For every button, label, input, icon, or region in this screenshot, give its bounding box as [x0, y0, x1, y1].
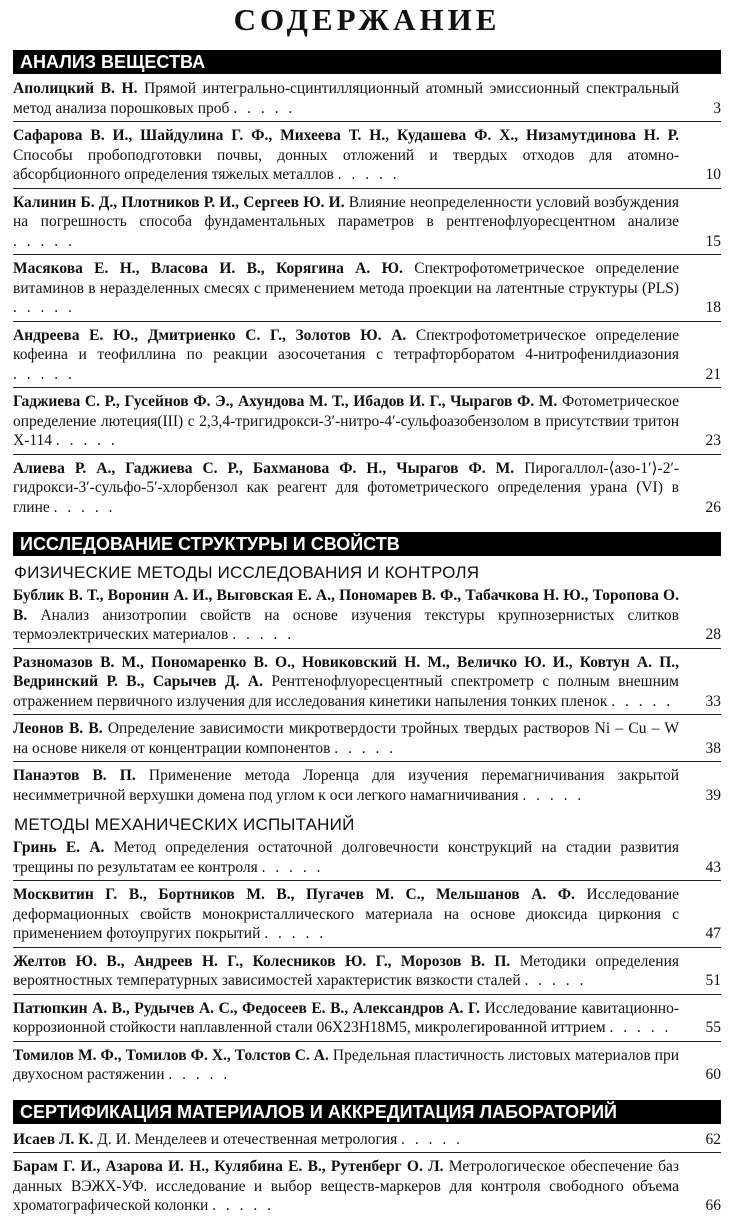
entry-text: [13, 999, 687, 1038]
entry-title: Спектрофотометрическое определение витаминов в неразделенных смесях с применением метода проекции на латентные структуры (PLS): [13, 260, 679, 297]
entry-title: Предельная пластичность листовых материалов при двухосном растяжении: [13, 1046, 679, 1083]
dot-leader: . . . . .: [337, 166, 400, 183]
entry-title: Прямой интегрально-сцинтилляционный атомный эмиссионный спектральный метод анализа порошковых проб: [13, 80, 679, 117]
entry-title: Определение зависимости микротвердости тройных твердых растворов Ni – Cu – W на основе никеля от концентрации компонентов: [13, 720, 679, 757]
entry-authors: Сафарова В. И., Шайдулина Г. Ф., Михеева Т. Н., Кудашева Ф. Х., Низамутдинова Н. Р.: [13, 127, 679, 144]
entry-authors: Москвитин Г. В., Бортников М. В., Пугачев М. С., Мельшанов А. Ф.: [13, 886, 575, 903]
page-number: 43: [705, 858, 721, 876]
entry-text: [13, 79, 687, 118]
entry-authors: Разномазов В. М., Пономаренко В. О., Новиковский Н. М., Величко Ю. И., Ковтун А. П., Ведринский Р. В., Сарычев Д. А.: [13, 653, 679, 690]
entry-title: Д. И. Менделеев и отечественная метрология: [97, 1130, 398, 1148]
entry-title: Спектрофотометрическое определение кофеина и теофиллина по реакции азосочетания с тетрафторборатом 4-нитрофенилдиазония: [13, 326, 679, 363]
page-number: 60: [705, 1066, 721, 1083]
table-of-contents: [13, 50, 721, 1219]
entry-title: Рентгенофлуоресцентный спектрометр с полным внешним отражением первичного излучения для исследования кинетики напыления тонких пленок: [13, 673, 679, 710]
page-number: 10: [705, 166, 721, 183]
entry-title: Метод определения остаточной долговечности конструкций на стадии развития трещины по результатам ее контроля: [13, 839, 679, 876]
entry-text: [13, 952, 687, 991]
page-number: 3: [713, 99, 721, 117]
dot-leader: . . . . .: [233, 99, 296, 117]
dot-leader: . . . . .: [522, 786, 585, 804]
dot-leader: . . . . .: [611, 692, 674, 710]
entry-text: [13, 259, 687, 318]
toc-entry[interactable]: [13, 999, 721, 1042]
entry-text: [13, 586, 687, 645]
entry-text: [13, 459, 687, 518]
toc-entry[interactable]: [13, 1046, 721, 1088]
entry-text: [13, 653, 687, 712]
dot-leader: . . . . .: [524, 972, 587, 989]
dot-leader: . . . . .: [13, 232, 75, 250]
dot-leader: . . . . .: [55, 432, 118, 449]
dot-leader: . . . . .: [261, 858, 324, 876]
entry-authors: Гаджиева С. Р., Гусейнов Ф. Э., Ахундова М. Т., Ибадов И. Г., Чырагов Ф. М.: [13, 393, 558, 410]
page-number: 26: [705, 498, 721, 516]
entry-authors: Патюпкин А. В., Рудычев А. С., Федосеев Е. В., Александров А. Г.: [13, 999, 481, 1017]
page-number: 66: [705, 1197, 721, 1214]
entry-authors: Калинин Б. Д., Плотников Р. И., Сергеев Ю. И.: [13, 193, 345, 211]
entry-title: Метрологическое обеспечение баз данных ВЭЖХ-УФ. исследование и выбор веществ-маркеров для контроля свободного объема хроматографической колонки: [13, 1158, 679, 1214]
toc-entry[interactable]: [13, 653, 721, 716]
toc-entry[interactable]: [13, 79, 721, 122]
entry-authors: Барам Г. И., Азарова И. Н., Кулябина Е. В., Рутенберг О. Л.: [13, 1158, 444, 1175]
entry-authors: Бублик В. Т., Воронин А. И., Выговская Е. А., Пономарев В. Ф., Табачкова Н. Ю., Торопова О. В.: [13, 587, 679, 624]
page-number: 38: [705, 739, 721, 757]
entry-title: Способы пробоподготовки почвы, донных отложений и твердых отходов для атомно-абсорбционного определения тяжелых металлов: [13, 146, 679, 183]
entry-text: [13, 392, 687, 451]
page-title: СОДЕРЖАНИЕ: [233, 2, 501, 37]
page-number: 21: [705, 365, 721, 383]
entry-authors: Исаев Л. К.: [13, 1130, 94, 1148]
dot-leader: . . . . .: [212, 1197, 275, 1214]
toc-entry[interactable]: [13, 1130, 721, 1154]
entry-text: [13, 838, 687, 877]
page-number: 18: [705, 299, 721, 316]
entry-authors: Андреева Е. Ю., Дмитриенко С. Г., Золотов Ю. А.: [13, 326, 407, 344]
page-number: 33: [705, 692, 721, 710]
toc-entry[interactable]: [13, 766, 721, 808]
page-number: 39: [705, 786, 721, 804]
page-number: 62: [705, 1130, 721, 1148]
entry-title: Анализ анизотропии свойств на основе изучения текстуры крупнозернистых слитков термоэлектрических материалов: [13, 606, 679, 643]
toc-entry[interactable]: [13, 326, 721, 389]
section-heading: ИССЛЕДОВАНИЕ СТРУКТУРЫ И СВОЙСТВ: [13, 532, 721, 556]
page-number: 15: [705, 232, 721, 250]
entry-text: [13, 126, 687, 185]
toc-entry[interactable]: [13, 885, 721, 948]
entry-authors: Панаэтов В. П.: [13, 767, 136, 784]
page-number: 55: [705, 1019, 721, 1036]
dot-leader: . . . . .: [13, 299, 75, 316]
entry-text: [13, 719, 687, 758]
toc-entry[interactable]: [13, 586, 721, 649]
entry-authors: Алиева Р. А., Гаджиева С. Р., Бахманова Ф. Н., Чырагов Ф. М.: [13, 459, 515, 477]
entry-title: Фотометрическое определение лютеция(III) с 2,3,4-тригидрокси-3′-нитро-4′-сульфоазобензолом в присутствии тритон Х-114: [13, 393, 679, 449]
dot-leader: . . . . .: [401, 1130, 464, 1148]
dot-leader: . . . . .: [53, 498, 116, 516]
entry-text: [13, 193, 687, 252]
subsection-heading: МЕТОДЫ МЕХАНИЧЕСКИХ ИСПЫТАНИЙ: [14, 815, 355, 834]
section-heading: СЕРТИФИКАЦИЯ МАТЕРИАЛОВ И АККРЕДИТАЦИЯ ЛАБОРАТОРИЙ: [13, 1100, 721, 1124]
entry-authors: Масякова Е. Н., Власова И. В., Корягина А. Ю.: [13, 260, 403, 277]
toc-entry[interactable]: [13, 719, 721, 762]
page-number: 47: [705, 925, 721, 942]
section-heading: АНАЛИЗ ВЕЩЕСТВА: [13, 50, 721, 74]
entry-authors: Желтов Ю. В., Андреев Н. Г., Колесников Ю. Г., Морозов В. П.: [13, 952, 511, 970]
toc-entry[interactable]: [13, 126, 721, 189]
entry-authors: Аполицкий В. Н.: [13, 80, 138, 97]
toc-entry[interactable]: [13, 1157, 721, 1219]
entry-text: [13, 885, 687, 944]
page-number: 51: [705, 972, 721, 989]
entry-text: [13, 1157, 687, 1216]
dot-leader: . . . . .: [13, 365, 75, 383]
toc-entry[interactable]: [13, 459, 721, 521]
entry-title: Методики определения вероятностных температурных зависимостей характеристик вязкости сталей: [13, 952, 679, 989]
entry-text: [13, 1046, 687, 1085]
toc-entry[interactable]: [13, 838, 721, 881]
entry-title: Влияние неопределенности условий возбуждения на погрешность способа фундаментальных параметров в рентгенофлуоресцентном анализе: [13, 193, 680, 230]
entry-title: Применение метода Лоренца для изучения перемагничивания закрытой несимметричной верхушки домена под углом к оси легкого намагничивания: [13, 767, 680, 804]
entry-text: [13, 326, 687, 385]
dot-leader: . . . . .: [334, 739, 397, 757]
entry-title: Исследование деформационных свойств монокристаллического материала на основе диоксида циркония с применением фотоупругих покрытий: [13, 886, 679, 942]
toc-entry[interactable]: [13, 259, 721, 322]
page-number: 28: [705, 626, 721, 643]
toc-entry[interactable]: [13, 952, 721, 995]
subsection-heading: ФИЗИЧЕСКИЕ МЕТОДЫ ИССЛЕДОВАНИЯ И КОНТРОЛЯ: [14, 563, 480, 582]
dot-leader: . . . . .: [168, 1066, 231, 1083]
dot-leader: . . . . .: [232, 626, 295, 643]
entry-authors: Леонов В. В.: [13, 720, 103, 737]
dot-leader: . . . . .: [609, 1019, 672, 1036]
entry-title: Исследование кавитационно-коррозионной стойкости наплавленной стали 06Х23Н18М5, микролегированной иттрием: [13, 999, 680, 1036]
toc-entry[interactable]: [13, 392, 721, 455]
entry-text: [13, 1130, 687, 1150]
toc-entry[interactable]: [13, 193, 721, 256]
entry-authors: Томилов М. Ф., Томилов Ф. Х., Толстов С. А.: [13, 1046, 329, 1064]
page-number: 23: [705, 432, 721, 449]
dot-leader: . . . . .: [264, 925, 327, 942]
entry-authors: Гринь Е. А.: [13, 839, 105, 856]
entry-title: Пирогаллол-⟨азо-1′⟩-2′-гидрокси-3′-сульфо-5′-хлорбензол как реагент для фотометрического определения урана (VI) в глине: [13, 459, 679, 516]
entry-text: [13, 766, 687, 805]
